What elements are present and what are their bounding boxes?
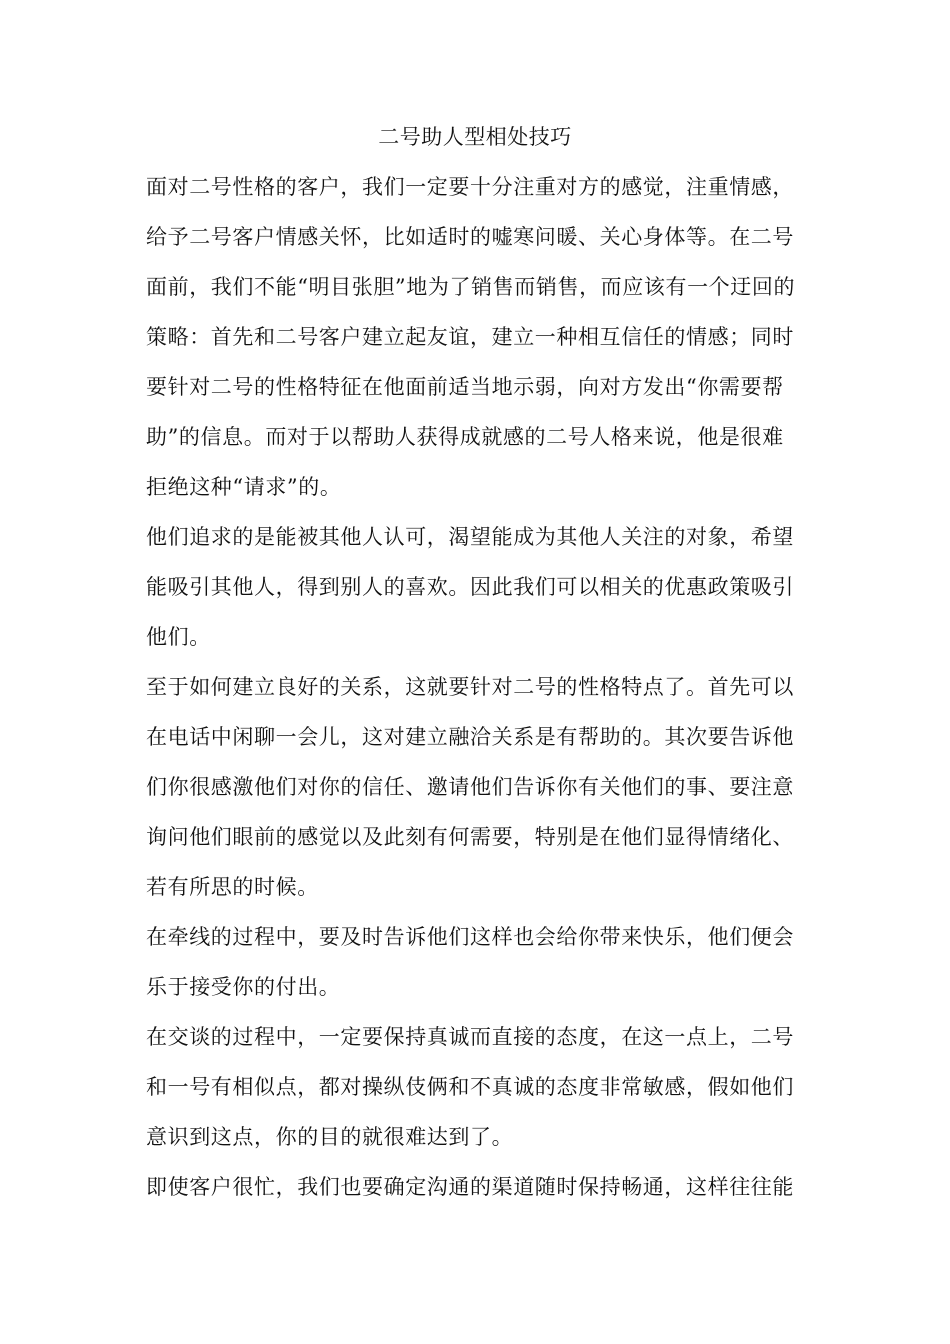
text-line: 在交谈的过程中，一定要保持真诚而直接的态度，在这一点上，二号: [146, 1025, 794, 1049]
text-line: 询问他们眼前的感觉以及此刻有何需要，特别是在他们显得情绪化、: [146, 825, 794, 849]
text-line: 面对二号性格的客户，我们一定要十分注重对方的感觉，注重情感，: [146, 175, 794, 199]
text-line: 他们追求的是能被其他人认可，渴望能成为其他人关注的对象，希望: [146, 525, 794, 549]
text-line: 至于如何建立良好的关系，这就要针对二号的性格特点了。首先可以: [146, 675, 794, 699]
text-line: 意识到这点，你的目的就很难达到了。: [146, 1125, 514, 1149]
text-line: 即使客户很忙，我们也要确定沟通的渠道随时保持畅通，这样往往能: [146, 1175, 794, 1199]
text-line: 在牵线的过程中，要及时告诉他们这样也会给你带来快乐，他们便会: [146, 925, 794, 949]
text-line: 们你很感激他们对你的信任、邀请他们告诉你有关他们的事、要注意: [146, 775, 794, 799]
document-title: 二号助人型相处技巧: [378, 125, 572, 149]
text-line: 拒绝这种“请求”的。: [146, 475, 342, 499]
text-line: 助”的信息。而对于以帮助人获得成就感的二号人格来说，他是很难: [146, 425, 784, 449]
text-line: 能吸引其他人，得到别人的喜欢。因此我们可以相关的优惠政策吸引: [146, 575, 794, 599]
text-line: 他们。: [146, 625, 211, 649]
text-line: 和一号有相似点，都对操纵伎俩和不真诚的态度非常敏感，假如他们: [146, 1075, 794, 1099]
text-line: 在电话中闲聊一会儿，这对建立融洽关系是有帮助的。其次要告诉他: [146, 725, 794, 749]
text-line: 要针对二号的性格特征在他面前适当地示弱，向对方发出“你需要帮: [146, 375, 784, 399]
text-line: 若有所思的时候。: [146, 875, 319, 899]
text-line: 面前，我们不能“明目张胆”地为了销售而销售，而应该有一个迂回的: [146, 275, 796, 299]
text-line: 给予二号客户情感关怀，比如适时的嘘寒问暖、关心身体等。在二号: [146, 225, 794, 249]
text-line: 策略：首先和二号客户建立起友谊，建立一种相互信任的情感；同时: [146, 325, 794, 349]
text-line: 乐于接受你的付出。: [146, 975, 341, 999]
